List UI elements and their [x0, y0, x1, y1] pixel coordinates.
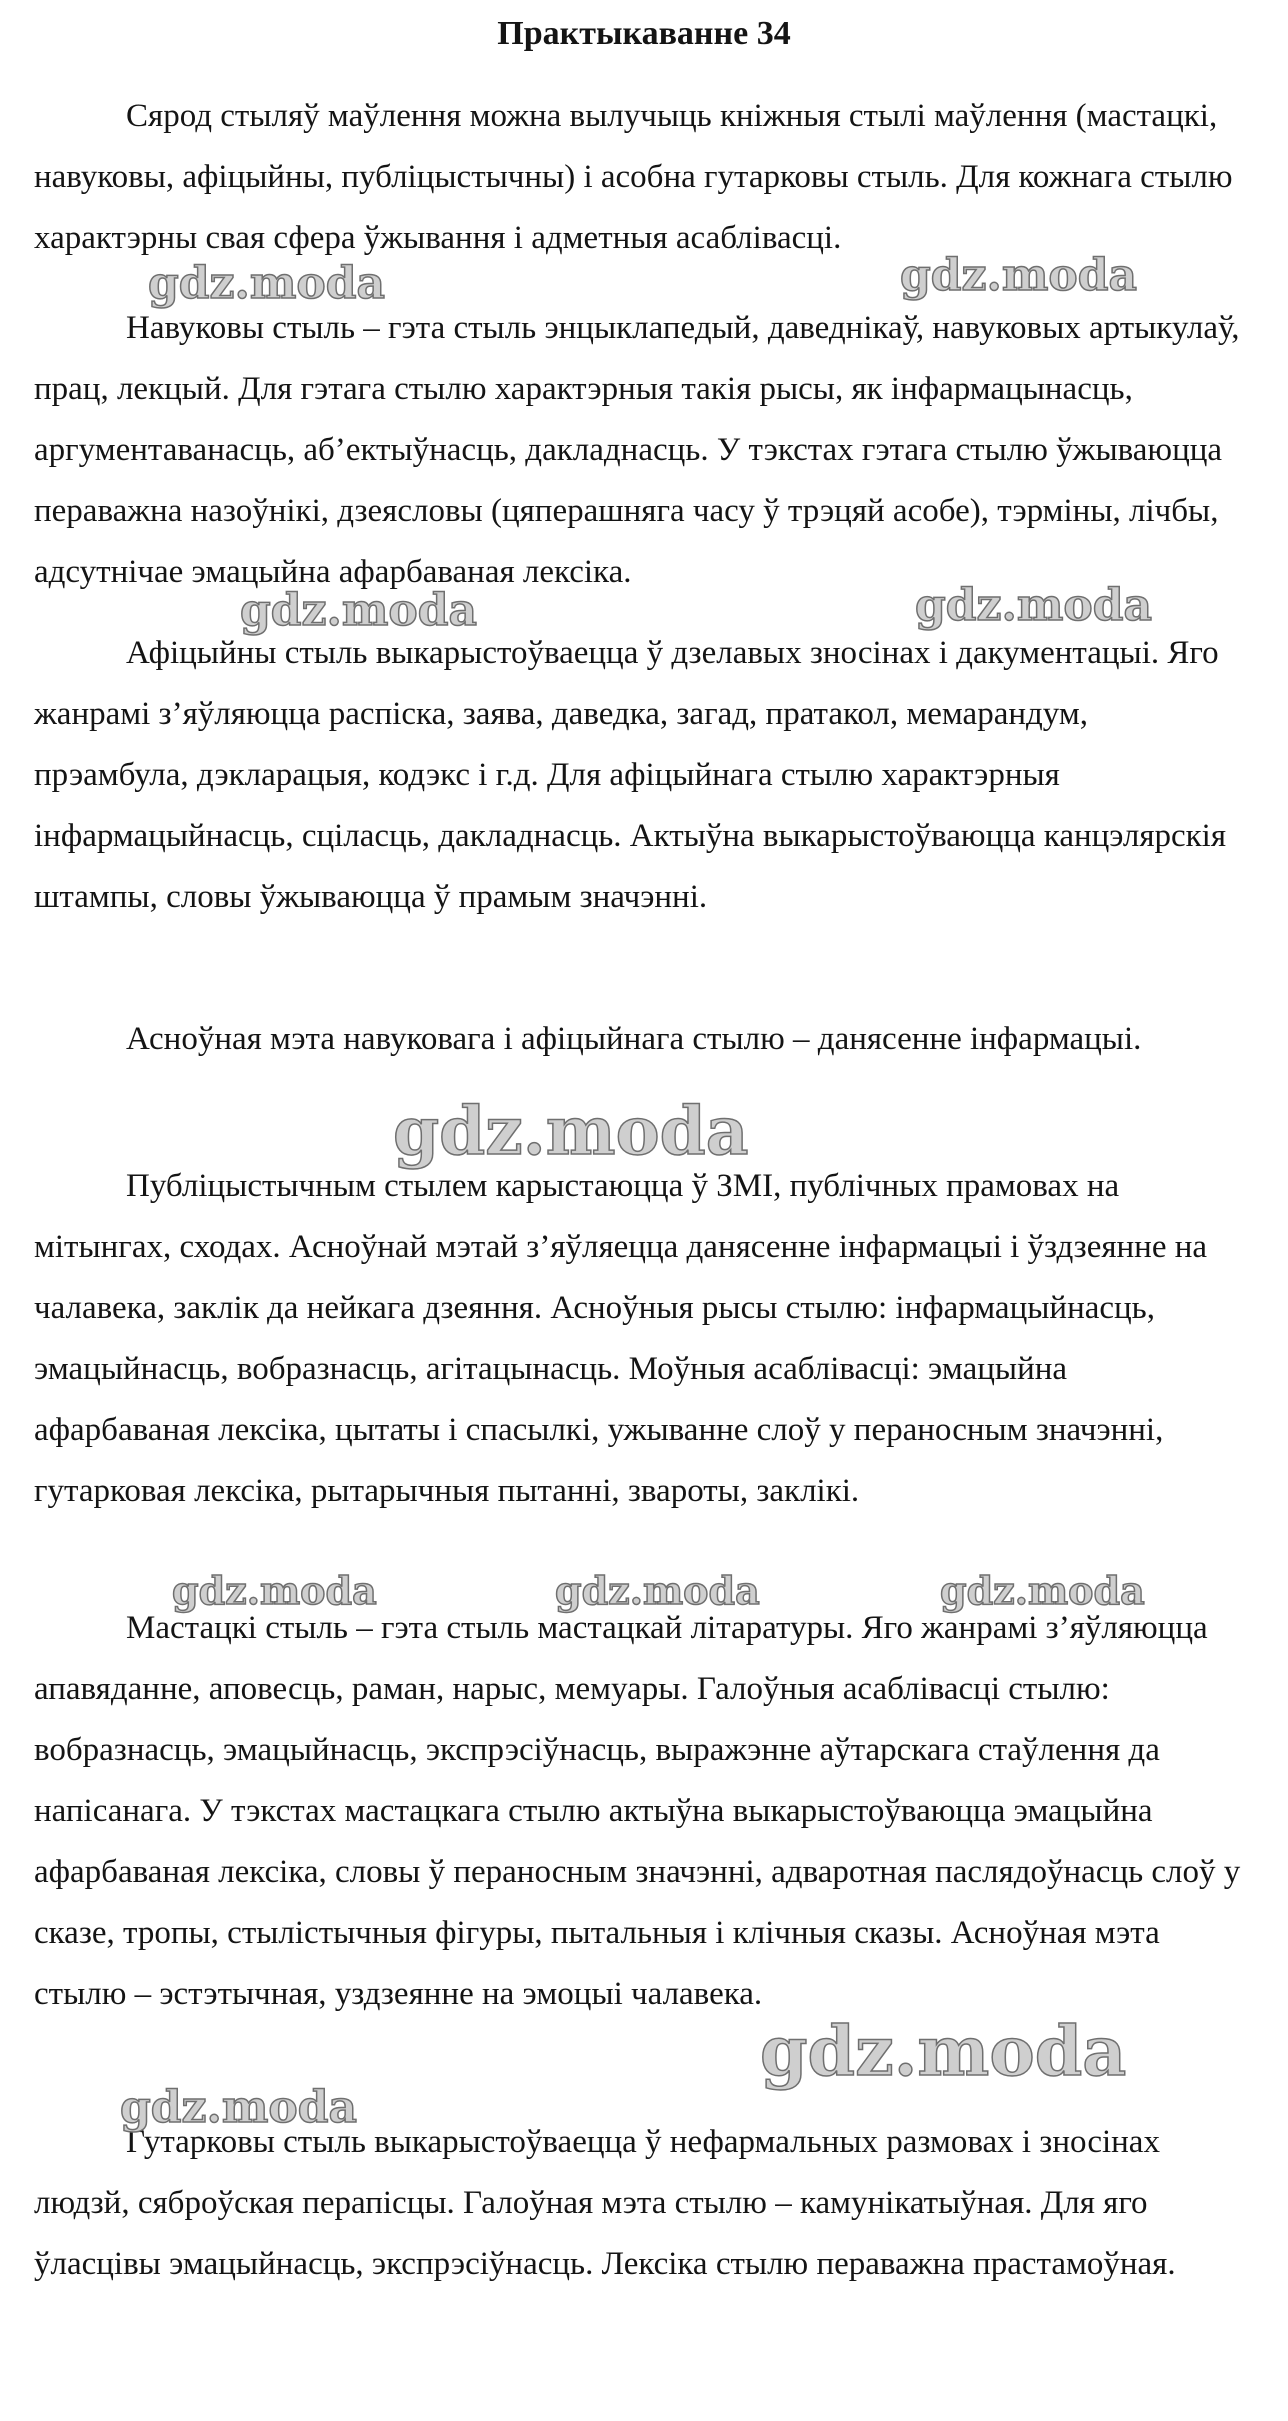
watermark: gdz.moda [915, 580, 1153, 631]
watermark: gdz.moda [393, 1092, 749, 1170]
paragraph-styles-intro: Сярод стыляў маўлення можна вылучыць кніжныя стылі маўлення (мастацкі, навуковы, афіцыйны, публіцыстычны) і асобна гутарковы стыль. Для кожнага стылю характэрны свая сфера ўжывання і адметныя асаблівасці. [34, 98, 1233, 256]
watermark: gdz.moda [555, 1568, 760, 1613]
watermark: gdz.moda [240, 585, 478, 636]
paragraph-publicistic-style: Публіцыстычным стылем карыстаюцца ў ЗМІ, публічных прамовах на мітынгах, сходах. Асноўнай мэтай з’яўляецца данясенне інфармацыі і ўздзеянне на чалавека, заклік да нейкага дзеяння. Асноўныя рысы стылю: інфармацыйнасць, эмацыйнасць, вобразнасць, агітацынасць. Моўныя асаблівасці: эмацыйна афарбаваная лексіка, цытаты і спасылкі, ужыванне слоў у пераносным значэнні, гутарковая лексіка, рытарычныя пытанні, звароты, заклікі. [34, 1168, 1208, 1509]
watermark: gdz.moda [148, 258, 386, 309]
watermark: gdz.moda [940, 1568, 1145, 1613]
watermark: gdz.moda [172, 1568, 377, 1613]
watermark: gdz.moda [900, 250, 1138, 301]
watermark: gdz.moda [760, 2012, 1127, 2092]
paragraph-official-style: Афіцыйны стыль выкарыстоўваецца ў дзелавых зносінах і дакументацыі. Яго жанрамі з’яўляюцца распіска, заява, даведка, загад, пратакол, мемарандум, прэамбула, дэкларацыя, кодэкс і г.д. Для афіцыйнага стылю характэрныя інфармацыйнасць, сціласць, дакладнасць. Актыўна выкарыстоўваюцца канцэлярскія штампы, словы ўжываюцца ў прамым значэнні. [34, 635, 1227, 915]
page-title: Практыкаванне 34 [497, 15, 791, 52]
watermark: gdz.moda [120, 2082, 358, 2133]
paragraph-colloquial-style: Гутарковы стыль выкарыстоўваецца ў нефармальных размовах і зносінах людзй, сяброўская перапісцы. Галоўная мэта стылю – камунікатыўная. Для яго ўласцівы эмацыйнасць, экспрэсіўнасць. Лексіка стылю пераважна прастамоўная. [34, 2124, 1176, 2282]
paragraph-main-goal: Асноўная мэта навуковага і афіцыйнага стылю – данясенне інфармацыі. [126, 1021, 1142, 1057]
paragraph-artistic-style: Мастацкі стыль – гэта стыль мастацкай літаратуры. Яго жанрамі з’яўляюцца апавяданне, аповесць, раман, нарыс, мемуары. Галоўныя асаблівасці стылю: вобразнасць, эмацыйнасць, экспрэсіўнасць, выражэнне аўтарскага стаўлення да напісанага. У тэкстах мастацкага стылю актыўна выкарыстоўваюцца эмацыйна афарбаваная лексіка, словы ў пераносным значэнні, адваротная паслядоўнасць слоў у сказе, тропы, стылістычныя фігуры, пытальныя і клічныя сказы. Асноўная мэта стылю – эстэтычная, уздзеянне на эмоцыі чалавека. [34, 1610, 1241, 2012]
paragraph-scientific-style: Навуковы стыль – гэта стыль энцыклапедый, даведнікаў, навуковых артыкулаў, прац, лекцый. Для гэтага стылю характэрныя такія рысы, як інфармацынасць, аргументаванасць, аб’ектыўнасць, дакладнасць. У тэкстах гэтага стылю ўжываюцца пераважна назоўнікі, дзеясловы (цяперашняга часу ў трэцяй асобе), тэрміны, лічбы, адсутнічае эмацыйна афарбаваная лексіка. [34, 310, 1240, 590]
